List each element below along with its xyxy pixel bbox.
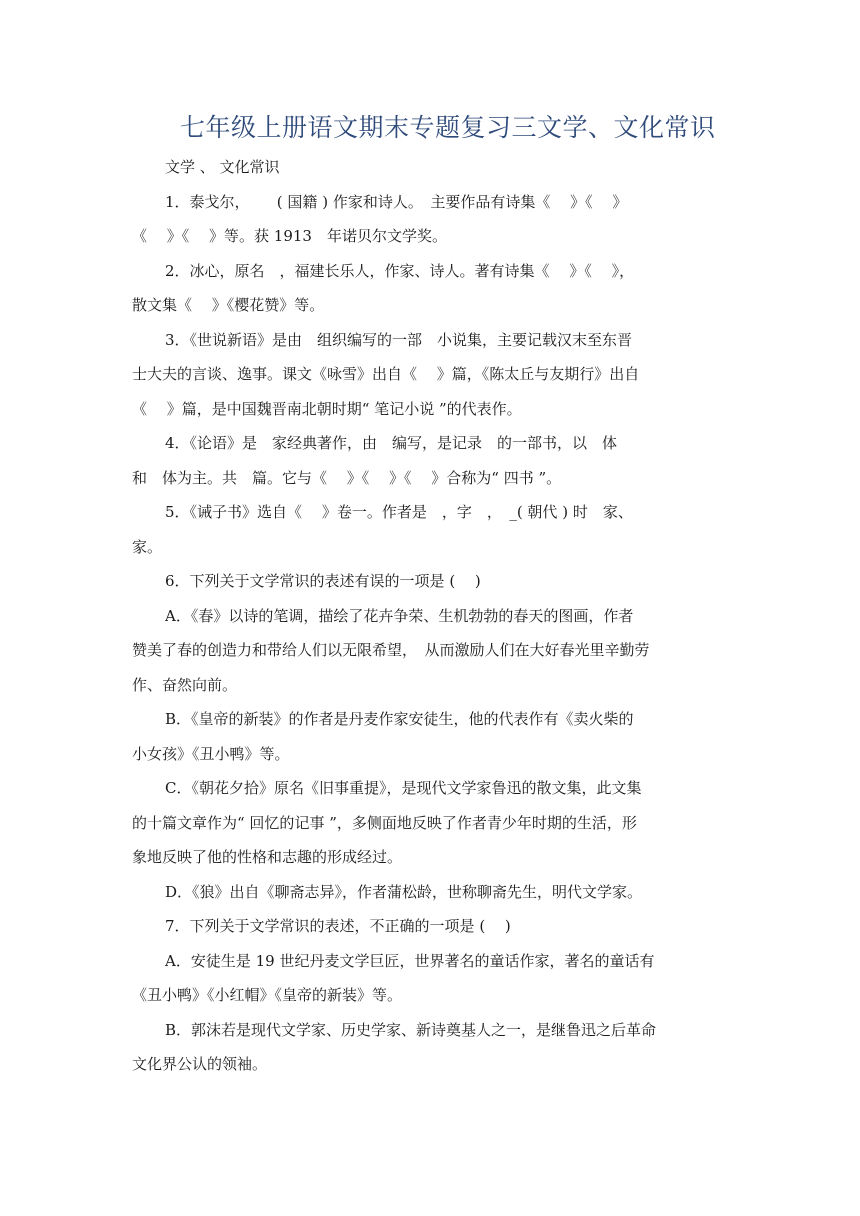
question-3-line-1: 3．《世说新语》是由 组织编写的一部 小说集，主要记载汉末至东晋 [165,330,633,349]
question-7-stem: 7．下列关于文学常识的表述，不正确的一项是 ( ) [165,917,511,935]
question-6-option-c-line-1: C．《朝花夕拾》原名《旧事重提》，是现代文学家鲁迅的散文集，此文集 [165,779,642,797]
question-3-line-3: 《 》篇，是中国魏晋南北朝时期“ 笔记小说 ”的代表作。 [132,399,522,418]
question-2-line-1: 2．冰心，原名 ，福建长乐人，作家、诗人。著有诗集《 》《 》， [165,261,635,280]
question-6-option-a-line-3: 作、奋然向前。 [132,675,238,694]
question-6-option-b-line-2: 小女孩》《丑小鸭》等。 [132,744,290,763]
question-6-option-a-line-2: 赞美了春的创造力和带给人们以无限希望， 从而激励人们在大好春光里辛勤劳 [132,641,650,659]
question-3-line-2: 士大夫的言谈、逸事。课文《咏雪》出自《 》篇，《陈太丘与友期行》出自 [132,365,640,383]
question-7-option-b-line-2: 文化界公认的领袖。 [132,1055,268,1073]
question-5-line-2: 家。 [132,537,163,556]
question-7-option-a-line-2: 《丑小鸭》《小红帽》《皇帝的新装》等。 [132,986,403,1004]
question-2-line-2: 散文集《 》《樱花赞》等。 [132,296,325,314]
question-1-line-2: 《 》《 》等。获 1913 年诺贝尔文学奖。 [132,227,447,245]
question-6-option-d: D．《狼》出自《聊斋志异》，作者蒲松龄，世称聊斋先生，明代文学家。 [165,882,643,901]
document-title: 七年级上册语文期末专题复习三文学、文化常识 [180,113,716,142]
question-6-option-c-line-3: 象地反映了他的性格和志趣的形成经过。 [132,848,403,866]
document-body [132,150,732,1082]
section-heading: 文学 、 文化常识 [165,158,280,176]
question-5-line-1: 5．《诫子书》选自《 》卷一。作者是 ，字 ， _( 朝代 ) 时 家、 [165,503,633,521]
question-7-option-a-line-1: A．安徒生是 19 世纪丹麦文学巨匠，世界著名的童话作家，著名的童话有 [165,951,655,970]
question-6-option-c-line-2: 的十篇文章作为“ 回忆的记事 ”，多侧面地反映了作者青少年时期的生活，形 [132,813,637,832]
question-4-line-2: 和 体为主。共 篇。它与《 》《 》《 》合称为“ 四书 ”。 [132,468,562,487]
question-6-option-a-line-1: A．《春》以诗的笔调，描绘了花卉争荣、生机勃勃的春天的图画，作者 [165,606,634,625]
question-6-stem: 6．下列关于文学常识的表述有误的一项是 ( ) [165,572,481,590]
question-4-line-1: 4．《论语》是 家经典著作，由 编写，是记录 的一部书，以 体 [165,434,618,452]
question-1-line-1: 1．泰戈尔， ( 国籍 ) 作家和诗人。 主要作品有诗集《 》《 》 [165,192,628,211]
question-7-option-b-line-1: B．郭沫若是现代文学家、历史学家、新诗奠基人之一，是继鲁迅之后革命 [165,1020,657,1039]
question-6-option-b-line-1: B．《皇帝的新装》的作者是丹麦作家安徒生，他的代表作有《卖火柴的 [165,710,634,728]
